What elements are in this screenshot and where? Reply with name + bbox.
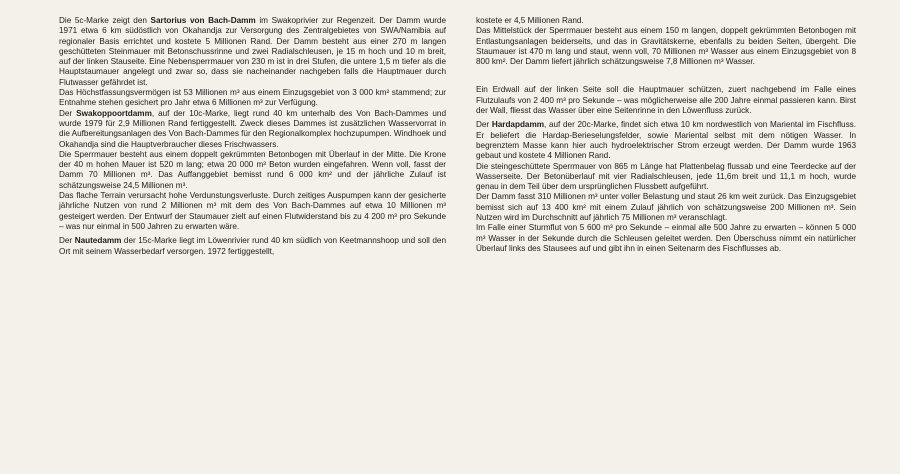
left-column [59, 16, 446, 257]
paragraph: Der Damm fasst 310 Millionen m³ unter voller Belastung und staut 26 km weit zurück. Das Einzugsgebiet bemisst sich auf 13 400 km² mit einem Zulauf jährlich von schätzungsweise 200 Millionen m³. Sein Nutzen wird im Durchschnitt auf jährlich 75 Millionen m³ veranschlagt. [476, 192, 856, 223]
paragraph: Die Sperrmauer besteht aus einem doppelt gekrümmten Betonbogen mit Überlauf in der Mitte. Die Krone der 40 m hohen Mauer ist 520 m lang; etwa 20 000 m³ Beton wurden eingefahren. Wenn voll, fasst der Damm 70 Millionen m³. Das Auffanggebiet bemisst rund 6 000 km² und der jährliche Zulauf ist schätzungsweise 24,5 Millionen m³. [59, 149, 446, 190]
paragraph: Im Falle einer Sturmflut von 5 600 m³ pro Sekunde – einmal alle 500 Jahre zu erwarten – können 5 000 m³ Wasser in der Sekunde durch die Schleusen geleitet werden. Den Überschuss nimmt ein natürlicher Überlauf links des Stausees auf und gibt ihn in einen Seitenarm des Fischflusses ab. [476, 223, 856, 253]
dam-name: Hardapdamm [491, 120, 544, 130]
dam-name: Sartorius von Bach-Damm [150, 16, 256, 25]
dam-name: Swakoppoortdamm [76, 108, 152, 118]
paragraph: Die steingeschüttete Sperrmauer von 865 m Länge hat Plattenbelag flussab und eine Teerdecke auf der Wasserseite. Der Betonüberlauf mit vier Radialschleusen, jede 11,6m breit und 11,1 m hoch, wurde genau in dem Teil über dem ursprünglichen Flussbett aufgeführt. [476, 161, 856, 192]
paragraph: Das Mittelstück der Sperrmauer besteht aus einem 150 m langen, doppelt gekrümmten Betonbogen mit Entlastungsanlagen beiderseits, und das in Gravitätskerne, ebenfalls zu beiden Seiten, übergeht. Die Staumauer ist 470 m lang und staut, wenn voll, 70 Millionen m³ Wasser aus einem Einzugsgebiet von 8 800 km². Der Damm liefert jährlich schätzungsweise 7,8 Millionen m³ Wasser. [476, 26, 856, 67]
paragraph: Der Nautedamm der 15c-Marke liegt im Löwenrivier rund 40 km südlich von Keetmannshoop und soll den Ort mit seinem Wasserbedarf versorgen. 1972 fertiggestellt, [59, 236, 446, 256]
right-column [476, 16, 856, 254]
paragraph: kostete er 4,5 Millionen Rand. [476, 16, 584, 25]
paragraph: Der Hardapdamm, auf der 20c-Marke, findet sich etwa 10 km nordwestlich von Mariental im Fischfluss. Er beliefert die Hardap-Berieselungsfelder, sowie Mariental selbst mit dem nötigen Wasser. In begrenztem Masse kann hier auch hydroelektrischer Strom erzeugt werden. Der Damm wurde 1963 gebaut und kostete 4 Millionen Rand. [476, 120, 856, 161]
paragraph: Das flache Terrain verursacht hohe Verdunstungsverluste. Durch zeitiges Auspumpen kann der gesicherte jährliche Nutzen von rund 2 Millionen m³ mit dem des Von Bach-Dammes auf etwa 10 Millionen m³ gesteigert werden. Der Entwurf der Staumauer zielt auf einen Flutwiderstand bis zu 4 200 m³ pro Sekunde – was nur einmal in 500 Jahren zu erwarten wäre. [59, 191, 446, 231]
paragraph: Das Höchstfassungsvermögen ist 53 Millionen m³ aus einem Einzugsgebiet von 3 000 km² stammend; zur Entnahme stehen gesichert pro Jahr etwa 6 Millionen m³ zur Verfügung. [59, 88, 446, 108]
paragraph: Ein Erdwall auf der linken Seite soll die Hauptmauer schützen, zuert nachgebend im Falle eines Flutzulaufs von 2 400 m³ pro Sekunde – was möglicherweise alle 200 Jahre einmal passieren kann. Birst der Wall, fliesst das Wasser über eine Seitenrinne in den Löwenfluss zurück. [476, 85, 856, 116]
paragraph: Der Swakoppoortdamm, auf der 10c-Marke, liegt rund 40 km unterhalb des Von Bach-Dammes und wurde 1979 für 2,9 Millionen Rand fertiggestellt. Zweck dieses Dammes ist zusätzlichen Wasservorrat in die Aufbereitungsanlagen des Von Bach-Dammes für den Regionalkomplex hochzupumpen. Windhoek und Okahandja sind die Hauptverbraucher dieses Frischwassers. [59, 108, 446, 149]
dam-name: Nautedamm [74, 236, 122, 246]
paragraph: Die 5c-Marke zeigt den Sartorius von Bach-Damm im Swakoprivier zur Regenzeit. Der Damm wurde 1971 etwa 6 km südöstlich von Okahandja zur Versorgung des Zentralgebietes von SWA/Namibia auf regionaler Basis errichtet und kostete 5 Millionen Rand. Der Damm besteht aus einer 270 m langen geschütteten Steinmauer mit Betonschussrinne und zwei Radialschleusen, je 15 m hoch und 10 m breit, auf der linken Stauseite. Eine Nebensperrmauer von 230 m ist in drei Stufen, die untere 1,5 m tiefer als die Hauptstaumauer angelegt und zwar so, dass sie nacheinander nachgeben falls die Hauptmauer durch Flutwasser gefährdet ist. [59, 16, 446, 87]
paragraph-spacer [476, 67, 856, 85]
